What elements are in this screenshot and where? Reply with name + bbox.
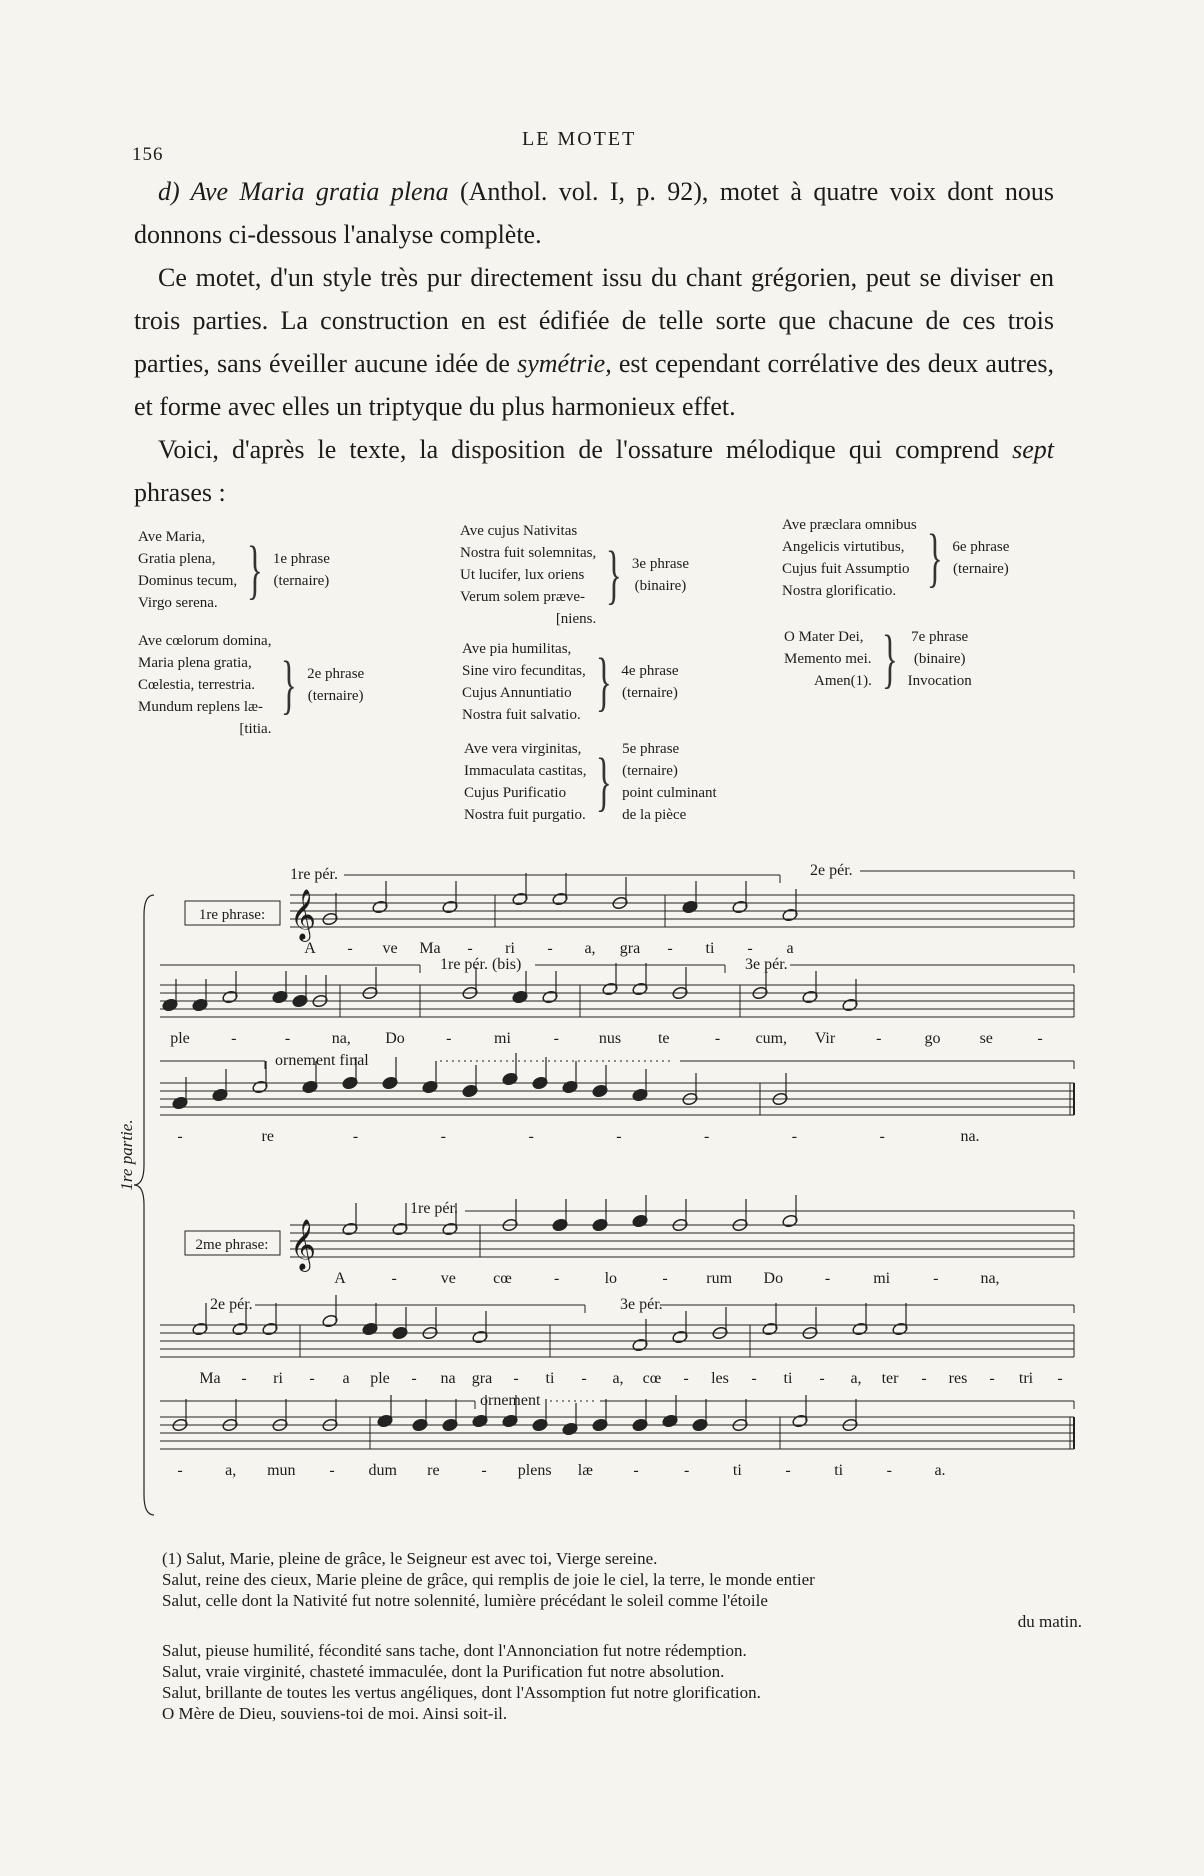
phrase-block-2	[138, 630, 364, 740]
footnotes	[162, 1548, 1082, 1724]
lyric: se	[979, 1030, 993, 1047]
brace-icon: }	[595, 645, 612, 718]
lyric: ter	[881, 1370, 899, 1387]
paragraph-1	[134, 170, 1054, 256]
lyric: a	[786, 940, 794, 957]
lyric: a	[342, 1370, 350, 1387]
lyric: læ	[577, 1462, 593, 1479]
phrase-block-3	[460, 520, 689, 630]
lyric: rum	[706, 1270, 733, 1287]
period-label: 3e pér.	[620, 1296, 663, 1313]
lyric: -	[684, 1462, 690, 1479]
lyric: -	[177, 1462, 183, 1479]
lyric: tri	[1018, 1370, 1034, 1387]
lyric: -	[662, 1270, 668, 1287]
part-brace	[134, 895, 154, 1515]
lyric: -	[309, 1370, 315, 1387]
lyric: res	[948, 1370, 968, 1387]
brace-icon: }	[281, 648, 298, 721]
lyric: gra	[619, 940, 641, 957]
footnote-line: Salut, pieuse humilité, fécondité sans tache, dont l'Annonciation fut notre rédemption.	[162, 1641, 747, 1660]
lyric: ti	[732, 1462, 742, 1479]
period-label: 1re pér. (bis)	[440, 956, 522, 973]
phrase-block-4	[462, 638, 678, 726]
lyric: -	[747, 940, 753, 957]
lyric: -	[177, 1128, 183, 1145]
lyric: ve	[382, 940, 398, 957]
phrase-1-label: 1e phrase (ternaire)	[272, 551, 330, 589]
period-label: 2e pér.	[810, 862, 853, 879]
lyric: -	[553, 1030, 559, 1047]
lyric: a,	[225, 1462, 237, 1479]
brace-icon: }	[926, 521, 943, 594]
footnote-line: du matin.	[1017, 1612, 1082, 1631]
phrase-box-label: 1re phrase:	[198, 907, 266, 923]
footnote-line: Salut, vraie virginité, chasteté immaculée, dont la Purification fut notre absolution.	[162, 1662, 725, 1681]
lyric: a,	[584, 940, 596, 957]
paragraph-2	[134, 256, 1054, 428]
lyric: -	[824, 1270, 831, 1287]
phrase-6-label: 6e phrase (ternaire)	[952, 539, 1010, 577]
lyric: Do	[763, 1270, 784, 1287]
lyric: a,	[612, 1370, 624, 1387]
phrase-3-label: 3e phrase (binaire)	[631, 556, 689, 594]
phrase-5-label: 5e phrase (ternaire) point culminant de la pièce	[622, 741, 717, 823]
lyric: -	[886, 1462, 892, 1479]
period-label: 3e pér.	[745, 956, 788, 973]
paragraph-3	[134, 428, 1054, 514]
lyric: Do	[385, 1030, 405, 1047]
paragraph-2-text-a: Ce motet, d'un style très pur directement issu du chant grégorien, peut se diviser en trois parties. La construction en est édifiée de telle sorte que chacune de ces trois parties, sans éveiller aucune idée de	[134, 263, 1054, 378]
brace-icon: }	[247, 533, 263, 606]
lyric: -	[547, 940, 553, 957]
lyric: gra	[471, 1370, 493, 1387]
lyric: -	[989, 1370, 995, 1387]
lyric: nus	[598, 1030, 622, 1047]
lyric: dum	[368, 1462, 397, 1479]
paragraph-3-text-a: Voici, d'après le texte, la disposition de l'ossature mélodique qui comprend	[158, 435, 1013, 464]
phrase-2-label: 2e phrase (ternaire)	[307, 666, 365, 704]
lyric: -	[391, 1270, 397, 1287]
lyric: A	[334, 1270, 346, 1287]
lyric: ple	[370, 1370, 390, 1387]
lyric: -	[481, 1462, 487, 1479]
ornament-label: ornement	[480, 1392, 541, 1409]
lyric: a,	[850, 1370, 862, 1387]
paragraph-2-text-b: est cependant corrélative des deux autres, et forme avec elles un triptyque du plus harmonieux effet.	[134, 349, 1054, 421]
lyric: ti	[705, 940, 715, 957]
phrase-3-text: Ave cujus Nativitas Nostra fuit solemnitas, Ut lucifer, lux oriens Verum solem præve- [niens.	[460, 523, 597, 627]
lyric: -	[714, 1030, 721, 1047]
phrase-7-text: O Mater Dei, Memento mei. Amen(1).	[784, 629, 872, 689]
body-text	[134, 170, 1054, 514]
phrase-4-text: Ave pia humilitas, Sine viro fecunditas, Cujus Annuntiatio Nostra fuit salvatio.	[462, 641, 586, 723]
lyric: mi	[494, 1030, 511, 1047]
lyric: cœ	[493, 1270, 512, 1287]
lyric: re	[427, 1462, 440, 1479]
lyric: Ma	[419, 940, 441, 957]
lyric: -	[581, 1370, 587, 1387]
lyric: mi	[873, 1270, 891, 1287]
footnote-line: (1) Salut, Marie, pleine de grâce, le Seigneur est avec toi, Vierge sereine.	[162, 1549, 658, 1568]
lyric: ti	[545, 1370, 555, 1387]
lyric: -	[513, 1370, 519, 1387]
lyric: -	[352, 1128, 359, 1145]
lyric: plens	[517, 1462, 552, 1479]
lyric: cœ	[642, 1370, 662, 1387]
lyric: -	[347, 940, 353, 957]
phrase-block-7	[784, 622, 972, 695]
lyric: re	[261, 1128, 274, 1145]
lyric: -	[467, 940, 473, 957]
phrase-6-text: Ave præclara omnibus Angelicis virtutibus, Cujus fuit Assumptio Nostra glorificatio.	[782, 517, 917, 599]
lyric: mun	[267, 1462, 296, 1479]
lyric: -	[876, 1030, 882, 1047]
lyric: -	[528, 1128, 534, 1145]
lyric: A	[304, 940, 316, 957]
lyric: ve	[440, 1270, 456, 1287]
treble-clef-icon: 𝄞	[290, 890, 317, 939]
lyric: lo	[604, 1270, 618, 1287]
lyric: -	[921, 1370, 927, 1387]
page-number: 156	[132, 144, 164, 165]
lyric: -	[554, 1270, 560, 1287]
lyric: -	[785, 1462, 791, 1479]
lyric: -	[819, 1370, 825, 1387]
part-label: 1re partie.	[117, 1119, 136, 1191]
lyric: -	[329, 1462, 335, 1479]
lyric: -	[446, 1030, 452, 1047]
lyric: -	[633, 1462, 639, 1479]
lyric: ti	[783, 1370, 793, 1387]
lyric: -	[704, 1128, 710, 1145]
lyric: ple	[170, 1030, 190, 1047]
lyric: Ma	[199, 1370, 221, 1387]
music-score	[117, 855, 1080, 1535]
lyric: na,	[980, 1270, 1000, 1287]
phrase-block-5	[464, 738, 717, 826]
lyric: ri	[505, 940, 515, 957]
brace-icon: }	[606, 538, 622, 611]
lyric: ri	[273, 1370, 283, 1387]
lyric: na,	[331, 1030, 351, 1047]
treble-clef-icon: 𝄞	[290, 1220, 317, 1269]
lyric: Vir	[814, 1030, 836, 1047]
phrase-box-label: 2me phrase:	[195, 1237, 269, 1253]
phrase-2-text: Ave cœlorum domina, Maria plena gratia, Cœlestia, terrestria. Mundum replens læ- [titia.	[138, 633, 272, 737]
lyric: ti	[834, 1462, 844, 1479]
period-label: 1re pér.	[290, 866, 338, 883]
lyric: -	[683, 1370, 689, 1387]
phrase-block-6	[782, 514, 1009, 602]
lyric: -	[751, 1370, 757, 1387]
paragraph-3-italic: sept	[1012, 435, 1054, 464]
footnote-line: Salut, brillante de toutes les vertus angéliques, dont l'Assomption fut notre glorification.	[162, 1683, 761, 1702]
lyric: -	[284, 1030, 291, 1047]
period-label: 2e pér.	[210, 1296, 253, 1313]
footnote-line: O Mère de Dieu, souviens-toi de moi. Ainsi soit-il.	[162, 1704, 508, 1723]
footnote-line: Salut, celle dont la Nativité fut notre solennité, lumière précédant le soleil comme l'étoile	[162, 1591, 768, 1610]
ornament-label: ornement final	[275, 1052, 369, 1069]
lyric: cum,	[755, 1030, 788, 1047]
lyric: -	[231, 1030, 237, 1047]
lyric: -	[1057, 1370, 1063, 1387]
period-label: 1re pér.	[410, 1200, 458, 1217]
brace-icon: }	[596, 745, 613, 818]
footnote-line: Salut, reine des cieux, Marie pleine de grâce, qui remplis de joie le ciel, la terre, le monde entier	[162, 1570, 815, 1589]
lyric: -	[667, 940, 673, 957]
lyric: -	[1037, 1030, 1043, 1047]
lyric: les	[711, 1370, 729, 1387]
phrase-block-1	[138, 526, 330, 614]
paragraph-2-italic: symétrie,	[517, 349, 612, 378]
phrase-1-text: Ave Maria, Gratia plena, Dominus tecum, Virgo serena.	[138, 529, 238, 611]
lyric: -	[616, 1128, 622, 1145]
phrase-4-label: 4e phrase (ternaire)	[621, 663, 679, 701]
brace-icon: }	[881, 622, 898, 695]
lyric: na	[440, 1370, 456, 1387]
lyric: -	[241, 1370, 247, 1387]
running-title: LE MOTET	[522, 128, 637, 150]
paragraph-3-text-b: phrases :	[134, 478, 226, 507]
score-canvas	[117, 855, 1080, 1535]
lyric: a.	[934, 1462, 946, 1479]
lyric: go	[924, 1030, 941, 1047]
lyric: na.	[960, 1128, 980, 1145]
phrase-7-label: 7e phrase (binaire) Invocation	[907, 629, 972, 689]
phrase-5-text: Ave vera virginitas, Immaculata castitas, Cujus Purificatio Nostra fuit purgatio.	[464, 741, 587, 823]
lyric: -	[440, 1128, 446, 1145]
lyric: te	[657, 1030, 670, 1047]
lyric: -	[411, 1370, 417, 1387]
paragraph-1-text: (Anthol. vol. I, p. 92), motet à quatre voix dont nous donnons ci-dessous l'analyse complète.	[134, 177, 1055, 249]
motet-title: d) Ave Maria gratia plena	[158, 177, 449, 206]
lyric: -	[933, 1270, 939, 1287]
lyric: -	[879, 1128, 885, 1145]
lyric: -	[791, 1128, 798, 1145]
